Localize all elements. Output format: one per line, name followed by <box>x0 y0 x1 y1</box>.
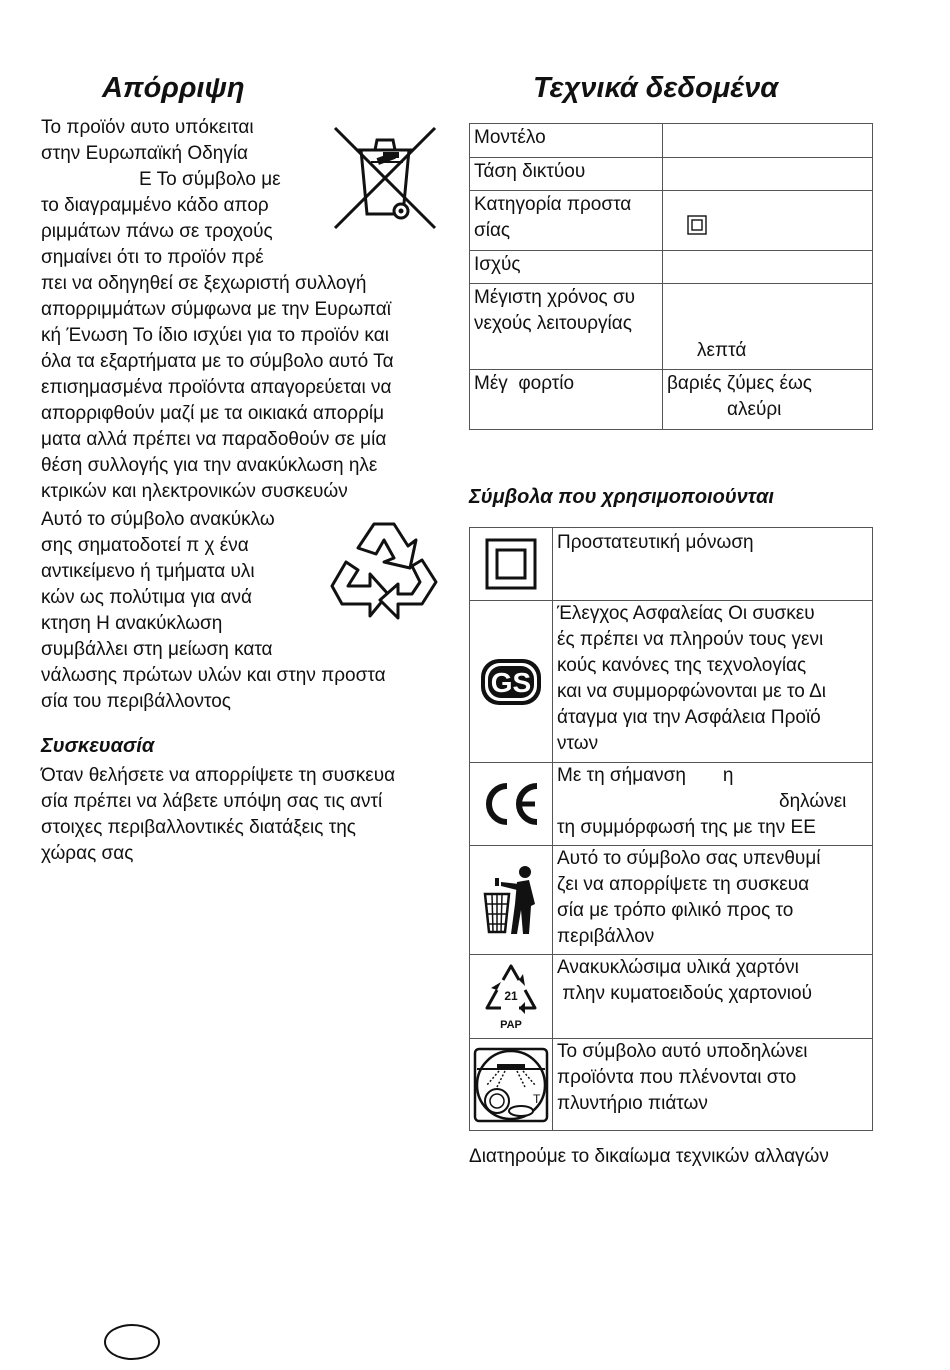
country-code-oval-icon <box>104 1324 160 1360</box>
symbol-description <box>553 528 873 601</box>
tech-value-model <box>663 124 873 158</box>
cell-text: προϊόντα που πλένονται στο <box>557 1067 797 1088</box>
disposal-line: Το προϊόν αυτο υπόκειται <box>41 117 254 138</box>
cell-text: σίας <box>474 220 511 241</box>
disposal-line: κτρικών και ηλεκτρονικών συσκευών <box>41 481 348 502</box>
cell-text: Με τη σήμανση η <box>557 765 734 786</box>
tech-label-power <box>470 251 663 284</box>
tech-label-model <box>470 124 663 158</box>
cell-text: ντων <box>557 733 599 754</box>
tech-value-max-load <box>663 370 873 430</box>
table-row <box>470 370 873 430</box>
symbol-description <box>553 846 873 955</box>
cell-text: βαριές ζύμες έως <box>667 373 812 394</box>
disposal-line: ματα αλλά πρέπει να παραδοθούν σε μία <box>41 429 387 450</box>
table-row <box>470 955 873 1039</box>
cell-text: κούς κανόνες της τεχνολογίας <box>557 655 807 676</box>
table-row <box>470 191 873 251</box>
dishwasher-letter: T <box>533 1091 541 1106</box>
disposal-line: απορριφθούν μαζί με τα οικιακά απορρίμ <box>41 403 385 424</box>
disposal-line: όλα τα εξαρτήματα με το σύμβολο αυτό Τα <box>41 351 394 372</box>
cell-text: Το σύμβολο αυτό υποδηλώνει <box>557 1041 808 1062</box>
table-row <box>470 601 873 763</box>
disposal-line: αντικείμενο ή τμήματα υλι <box>41 561 255 582</box>
symbols-title: Σύμβολα που χρησιμοποιούνται <box>469 486 774 508</box>
tech-label-voltage <box>470 158 663 191</box>
cell-text: Έλεγχος Ασφαλείας Οι συσκευ <box>557 603 815 624</box>
cell-text: πλυντήριο πιάτων <box>557 1093 708 1114</box>
cell-text: άταγμα για την Ασφάλεια Προϊό <box>557 707 821 728</box>
cell-text: δηλώνει <box>779 791 847 812</box>
symbol-description <box>553 763 873 846</box>
cell-text: Κατηγορία προστα <box>474 194 632 215</box>
technical-data-table <box>469 123 873 430</box>
table-row <box>470 124 873 158</box>
table-row <box>470 251 873 284</box>
cell-text: ζει να απορρίψετε τη συσκευα <box>557 874 810 895</box>
disposal-line: νάλωσης πρώτων υλών και στην προστα <box>41 665 386 686</box>
cell-text: Προστατευτική μόνωση <box>557 532 754 553</box>
pap21-recycle-icon <box>470 955 553 1039</box>
cell-text: νεχούς λειτουργίας <box>474 313 632 334</box>
tech-value-power <box>663 251 873 284</box>
table-row <box>470 158 873 191</box>
cell-text: Τάση δικτύου <box>474 161 586 182</box>
disposal-line: κτηση Η ανακύκλωση <box>41 613 223 634</box>
disposal-line: κών ως πολύτιμα για ανά <box>41 587 253 608</box>
cell-text: Μοντέλο <box>474 127 546 148</box>
disposal-line: Ε Το σύμβολο με <box>139 169 281 190</box>
cell-text: Αυτό το σύμβολο σας υπενθυμί <box>557 848 821 869</box>
tidyman-icon <box>470 846 553 955</box>
crossed-out-wheelie-bin-icon <box>333 126 437 230</box>
packaging-line: στοιχες περιβαλλοντικές διατάξεις της <box>41 817 356 838</box>
disposal-title: Απόρριψη <box>102 72 245 104</box>
disposal-line: πει να οδηγηθεί σε ξεχωριστή συλλογή <box>41 273 367 294</box>
packaging-line: Όταν θελήσετε να απορρίψετε τη συσκευα <box>41 765 396 786</box>
cell-text: πλην κυματοειδούς χαρτονιού <box>557 983 812 1004</box>
disposal-line: ριμμάτων πάνω σε τροχούς <box>41 221 273 242</box>
cell-text: Μέγ φορτίο <box>474 373 575 394</box>
cell-text: τη συμμόρφωσή της με την ΕΕ <box>557 817 816 838</box>
symbol-description <box>553 601 873 763</box>
table-row <box>470 284 873 370</box>
cell-text: Ισχύς <box>474 254 521 275</box>
tech-value-voltage <box>663 158 873 191</box>
symbol-description <box>553 1039 873 1131</box>
disposal-line: κή Ένωση Το ίδιο ισχύει για το προϊόν και <box>41 325 389 346</box>
tech-value-max-operating-time <box>663 284 873 370</box>
disposal-line: επισημασμένα προϊόντα απαγορεύεται να <box>41 377 392 398</box>
table-row <box>470 1039 873 1131</box>
protection-class-ii-icon <box>687 215 707 243</box>
tech-label-max-load <box>470 370 663 430</box>
dishwasher-safe-icon <box>470 1039 553 1131</box>
disposal-line: συμβάλλει στη μείωση κατα <box>41 639 273 660</box>
disposal-line: στην Ευρωπαϊκή Οδηγία <box>41 143 249 164</box>
cell-text: Μέγιστη χρόνος συ <box>474 287 636 308</box>
disposal-line: απορριμμάτων σύμφωνα με την Ευρωπαϊ <box>41 299 391 320</box>
packaging-line: χώρας σας <box>41 843 134 864</box>
packaging-line: σία πρέπει να λάβετε υπόψη σας τις αντί <box>41 791 383 812</box>
tech-label-max-operating-time <box>470 284 663 370</box>
disposal-line: Αυτό το σύμβολο ανακύκλω <box>41 509 275 530</box>
table-row <box>470 846 873 955</box>
cell-text: αλεύρι <box>727 399 782 420</box>
table-row <box>470 528 873 601</box>
tech-value-protection-class <box>663 191 873 251</box>
packaging-title: Συσκευασία <box>41 735 155 757</box>
table-row <box>470 763 873 846</box>
gs-mark-icon <box>470 601 553 763</box>
pap-number: 21 <box>504 988 518 1003</box>
disposal-line: σης σηματοδοτεί π χ ένα <box>41 535 249 556</box>
svg-text:GS: GS <box>490 666 532 698</box>
symbol-description <box>553 955 873 1039</box>
cell-text: λεπτά <box>697 340 747 361</box>
cell-text: περιβάλλον <box>557 926 655 947</box>
cell-text: σία με τρόπο φιλικό προς το <box>557 900 794 921</box>
ce-mark-icon <box>470 763 553 846</box>
disposal-line: σημαίνει ότι το προϊόν πρέ <box>41 247 264 268</box>
disposal-line: θέση συλλογής για την ανακύκλωση ηλε <box>41 455 378 476</box>
disposal-line: το διαγραμμένο κάδο απορ <box>41 195 269 216</box>
symbols-table <box>469 527 873 1131</box>
pap-label: PAP <box>500 1018 522 1031</box>
disposal-line: σία του περιβάλλοντος <box>41 691 231 712</box>
technical-changes-note: Διατηρούμε το δικαίωμα τεχνικών αλλαγών <box>469 1146 829 1167</box>
technical-data-title: Τεχνικά δεδομένα <box>533 72 779 104</box>
cell-text: και να συμμορφώνονται με το Δι <box>557 681 826 702</box>
tech-label-protection-class <box>470 191 663 251</box>
cell-text: ές πρέπει να πληρούν τους γενι <box>557 629 824 650</box>
double-square-insulation-icon <box>470 528 553 601</box>
recycling-arrows-icon <box>328 520 440 624</box>
cell-text: Ανακυκλώσιμα υλικά χαρτόνι <box>557 957 799 978</box>
